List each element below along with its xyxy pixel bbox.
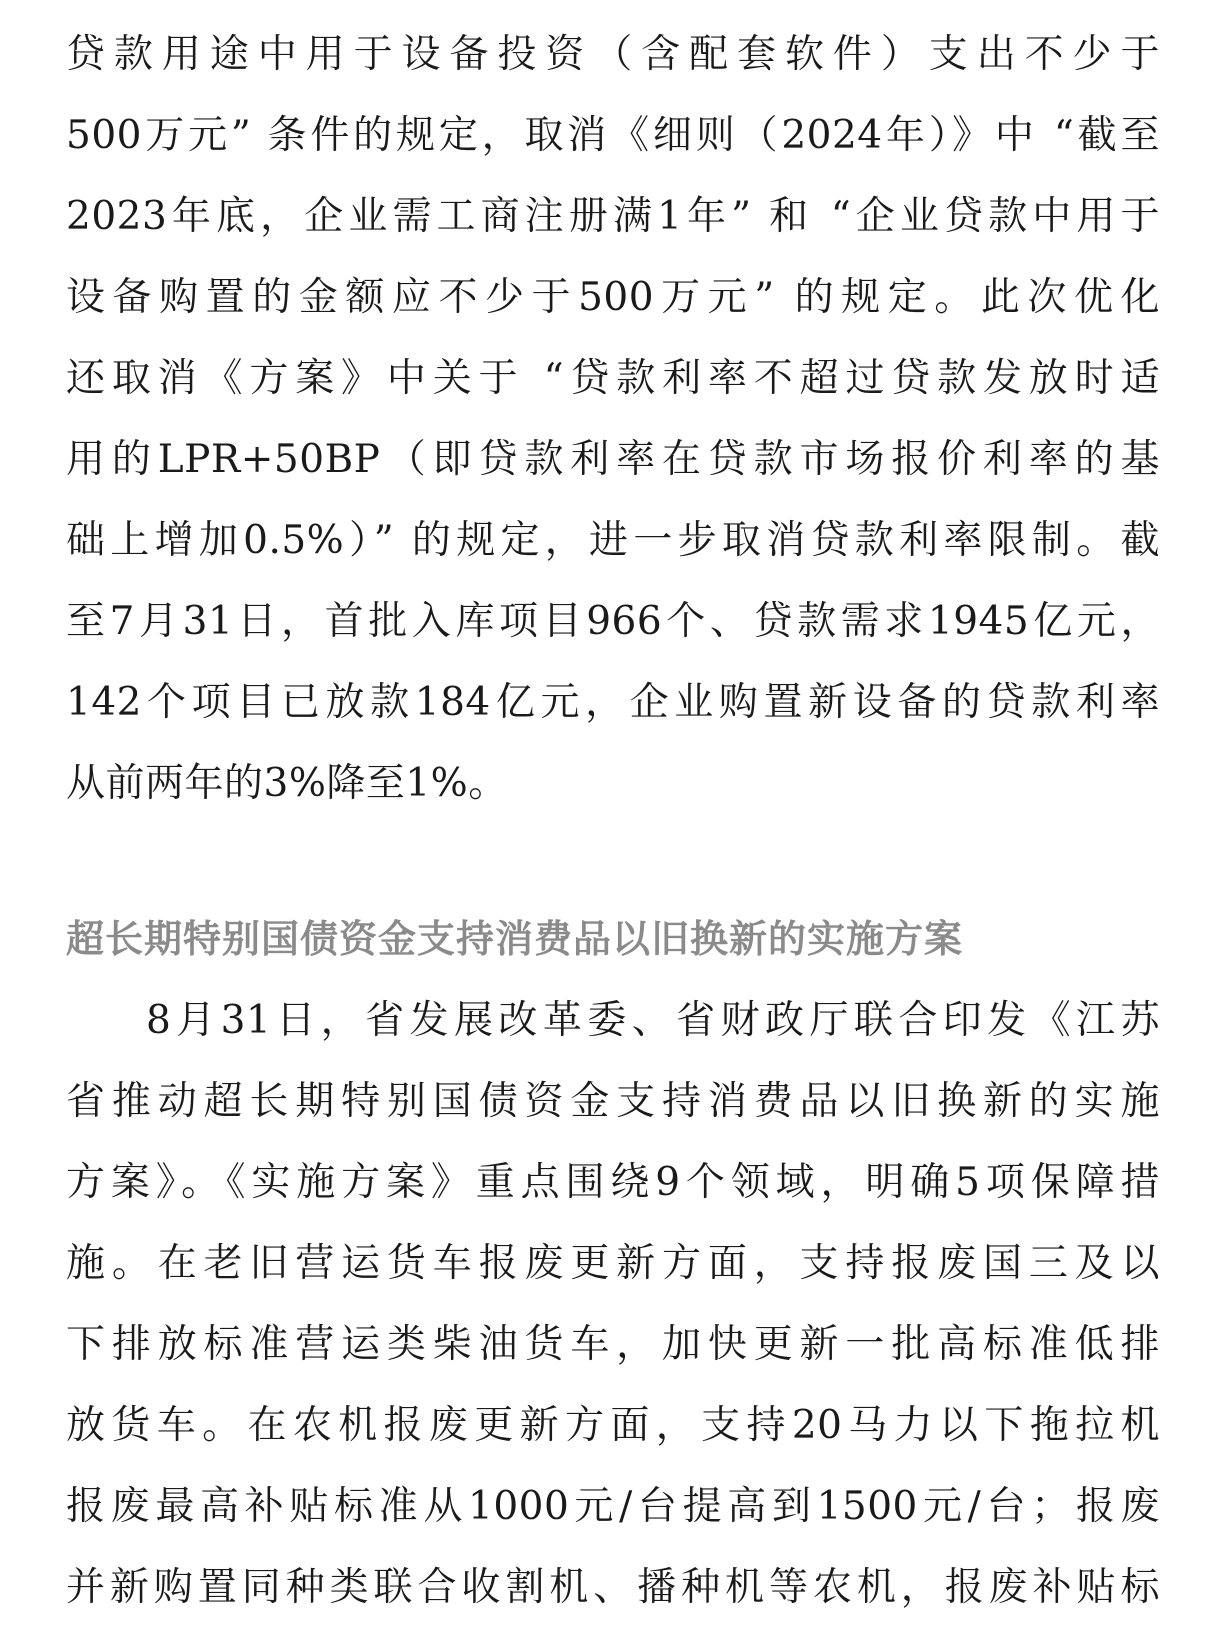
paragraph-2 — [66, 980, 1160, 1628]
paragraph-line: 省推动超长期特别国债资金支持消费品以旧换新的实施 — [66, 1079, 1160, 1124]
paragraph-line: 础上增加0.5%）” 的规定，进一步取消贷款利率限制。截 — [66, 518, 1160, 563]
paragraph-line: 500万元” 条件的规定，取消《细则（2024年）》中 “截至 — [66, 113, 1160, 158]
paragraph-line: 方案》。《实施方案》重点围绕9个领域，明确5项保障措 — [66, 1160, 1160, 1205]
paragraph-line: 贷款用途中用于设备投资（含配套软件）支出不少于 — [66, 32, 1160, 77]
paragraph-1 — [66, 14, 1160, 824]
paragraph-line: 报废最高补贴标准从1000元/台提高到1500元/台；报废 — [66, 1484, 1160, 1529]
paragraph-line: 并新购置同种类联合收割机、播种机等农机，报废补贴标 — [66, 1565, 1160, 1610]
section-heading: 超长期特别国债资金支持消费品以旧换新的实施方案 — [66, 917, 964, 961]
paragraph-line: 设备购置的金额应不少于500万元” 的规定。此次优化 — [66, 275, 1160, 320]
paragraph-line: 从前两年的3%降至1%。 — [66, 761, 508, 806]
paragraph-line: 放货车。在农机报废更新方面，支持20马力以下拖拉机 — [66, 1403, 1160, 1448]
paragraph-line: 至7月31日，首批入库项目966个、贷款需求1945亿元， — [66, 599, 1160, 644]
paragraph-line: 2023年底，企业需工商注册满1年” 和 “企业贷款中用于 — [66, 194, 1160, 239]
paragraph-line: 用的LPR+50BP（即贷款利率在贷款市场报价利率的基 — [66, 437, 1160, 482]
paragraph-line: 下排放标准营运类柴油货车，加快更新一批高标准低排 — [66, 1322, 1160, 1367]
paragraph-line: 142个项目已放款184亿元，企业购置新设备的贷款利率 — [66, 680, 1160, 725]
paragraph-line: 还取消《方案》中关于 “贷款利率不超过贷款发放时适 — [66, 356, 1160, 401]
section-spacer — [66, 824, 1160, 899]
paragraph-line: 施。在老旧营运货车报废更新方面，支持报废国三及以 — [66, 1241, 1160, 1286]
document-page — [66, 14, 1160, 1628]
paragraph-line: 8月31日，省发展改革委、省财政厅联合印发《江苏 — [146, 998, 1160, 1043]
